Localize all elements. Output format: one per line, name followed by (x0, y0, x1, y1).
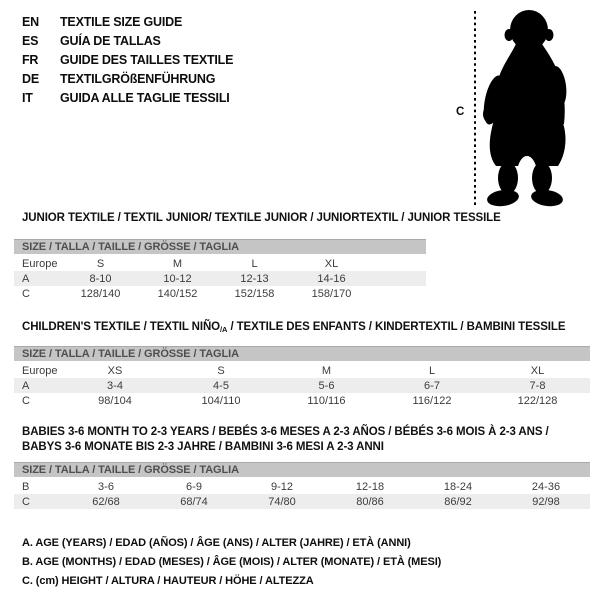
size-header-bar: SIZE / TALLA / TAILLE / GRÖSSE / TAGLIA (14, 239, 426, 254)
babies-title-line1: BABIES 3-6 MONTH TO 2-3 YEARS / BEBÉS 3-6 MESES A 2-3 AÑOS / BÉBÉS 3-6 MOIS À 2-3 ANS / (22, 426, 549, 438)
legend-note-c: C. (cm) HEIGHT / ALTURA / HAUTEUR / HÖHE / ALTEZZA (22, 575, 314, 587)
table-cell: 8-10 (89, 272, 112, 285)
measurement-legend (22, 534, 441, 591)
table-cell: L (428, 364, 436, 377)
table-cell: 3-6 (98, 480, 114, 493)
language-code: ES (22, 34, 39, 48)
baby-silhouette (480, 10, 569, 208)
table-cell: M (172, 257, 183, 270)
junior-size-table (14, 256, 426, 301)
table-cell: 116/122 (412, 394, 452, 407)
guide-title: TEXTILGRÖßENFÜHRUNG (60, 72, 216, 86)
children-title-subscript: /A (220, 325, 228, 334)
table-cell: 128/140 (80, 287, 121, 300)
list-item (22, 89, 233, 108)
row-label: C (22, 394, 30, 407)
language-code: FR (22, 53, 39, 67)
list-item (22, 51, 233, 70)
guide-title: GUÍA DE TALLAS (60, 34, 161, 48)
list-item (22, 70, 233, 89)
table-cell: 152/158 (234, 287, 275, 300)
babies-title-line2: BABYS 3-6 MONATE BIS 2-3 JAHRE / BAMBINI 3-6 MESI A 2-3 ANNI (22, 441, 384, 453)
guide-title: GUIDA ALLE TAGLIE TESSILI (60, 91, 230, 105)
table-cell: 6-9 (186, 480, 202, 493)
table-cell: 3-4 (107, 379, 123, 392)
table-row (14, 256, 426, 271)
row-label: Europe (22, 364, 58, 377)
babies-section-title (22, 425, 549, 455)
table-cell: XL (530, 364, 545, 377)
table-cell: 104/110 (201, 394, 241, 407)
language-code: IT (22, 91, 33, 105)
table-cell: 86/92 (444, 495, 472, 508)
children-title-part: / TEXTILE DES ENFANTS / KINDERTEXTIL / BAMBINI TESSILE (227, 321, 566, 333)
language-code: EN (22, 15, 39, 29)
table-cell: 110/116 (307, 394, 346, 407)
table-cell: 12-18 (355, 480, 385, 493)
table-cell: 4-5 (213, 379, 229, 392)
language-title-list (22, 13, 233, 108)
table-cell: XS (107, 364, 123, 377)
row-label: A (22, 272, 30, 285)
measurement-figure (450, 8, 595, 210)
table-cell: 140/152 (157, 287, 198, 300)
table-cell: 10-12 (163, 272, 192, 285)
row-label: C (22, 495, 30, 508)
table-cell: 7-8 (529, 379, 546, 392)
measure-c-label: C (456, 106, 465, 118)
baby-silhouette-image (450, 8, 595, 210)
table-cell: 74/80 (268, 495, 296, 508)
language-code: DE (22, 72, 39, 86)
table-cell: 6-7 (424, 379, 440, 392)
row-label: Europe (22, 257, 58, 270)
table-cell: 12-13 (240, 272, 269, 285)
table-cell: 18-24 (443, 480, 473, 493)
table-cell: M (321, 364, 332, 377)
table-cell: 98/104 (98, 394, 132, 407)
table-cell: 5-6 (318, 379, 335, 392)
list-item (22, 32, 233, 51)
table-row (14, 494, 590, 509)
table-cell: S (217, 364, 225, 377)
children-size-table (14, 363, 590, 408)
table-cell: XL (324, 257, 339, 270)
children-size-section (14, 346, 590, 408)
guide-title: GUIDE DES TAILLES TEXTILE (60, 53, 234, 67)
table-cell: 122/128 (517, 394, 558, 407)
children-section-title (22, 321, 565, 334)
table-cell: 14-16 (317, 272, 346, 285)
children-title-part: CHILDREN'S TEXTILE / TEXTIL NIÑO (22, 321, 221, 333)
babies-size-table (14, 479, 590, 509)
legend-note-b: B. AGE (MONTHS) / EDAD (MESES) / ÂGE (MOIS) / ALTER (MONATE) / ETÀ (MESI) (22, 556, 442, 568)
row-label: C (22, 287, 30, 300)
table-row (14, 271, 426, 286)
table-cell: 92/98 (532, 495, 560, 508)
junior-size-section (14, 239, 426, 301)
table-cell: 80/86 (356, 495, 384, 508)
size-header-bar: SIZE / TALLA / TAILLE / GRÖSSE / TAGLIA (14, 462, 590, 477)
table-cell: 62/68 (92, 495, 120, 508)
table-row (14, 393, 590, 408)
row-label: B (22, 480, 30, 493)
babies-size-section (14, 462, 590, 509)
junior-section-title: JUNIOR TEXTILE / TEXTIL JUNIOR/ TEXTILE JUNIOR / JUNIORTEXTIL / JUNIOR TESSILE (22, 212, 501, 224)
table-cell (370, 256, 426, 271)
size-header-bar: SIZE / TALLA / TAILLE / GRÖSSE / TAGLIA (14, 346, 590, 361)
table-row (14, 479, 590, 494)
legend-note-a: A. AGE (YEARS) / EDAD (AÑOS) / ÂGE (ANS) / ALTER (JAHRE) / ETÀ (ANNI) (22, 537, 411, 549)
row-label: A (22, 379, 30, 392)
table-cell: 9-12 (270, 480, 294, 493)
table-cell (370, 286, 426, 301)
table-cell: 158/170 (311, 287, 352, 300)
table-cell: L (251, 257, 258, 270)
table-cell: S (96, 257, 105, 270)
guide-title: TEXTILE SIZE GUIDE (60, 15, 183, 29)
list-item (22, 13, 233, 32)
table-cell: 24-36 (531, 480, 561, 493)
table-row (14, 363, 590, 378)
table-cell: 68/74 (180, 495, 208, 508)
table-row (14, 378, 590, 393)
table-row (14, 286, 426, 301)
table-cell (370, 271, 426, 286)
